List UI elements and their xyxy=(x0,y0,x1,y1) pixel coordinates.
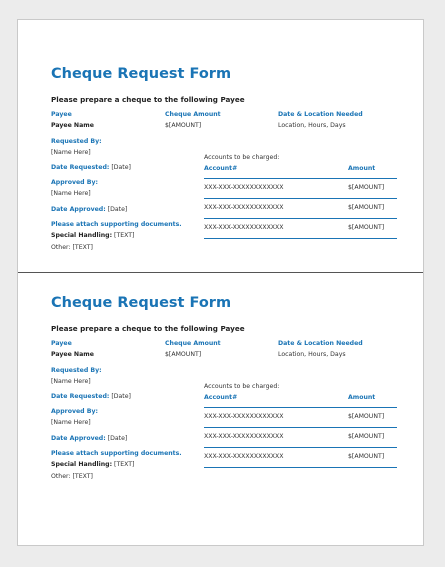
form-title: Cheque Request Form xyxy=(51,66,232,82)
special-handling-value: [TEXT] xyxy=(114,461,135,468)
other-label: Other: xyxy=(51,473,71,480)
date-approved-row xyxy=(51,435,127,442)
form-title: Cheque Request Form xyxy=(51,295,232,311)
table-row xyxy=(204,429,397,448)
other-label: Other: xyxy=(51,244,71,251)
payee-header: Payee xyxy=(51,111,72,118)
account-amount-header: Amount xyxy=(348,394,376,401)
form-intro: Please prepare a cheque to the following Payee xyxy=(51,95,245,104)
accounts-caption: Accounts to be charged: xyxy=(204,383,280,390)
date-requested-label: Date Requested: xyxy=(51,393,110,400)
approved-by-label: Approved By: xyxy=(51,408,98,415)
special-handling-label: Special Handling: xyxy=(51,461,113,468)
date-approved-label: Date Approved: xyxy=(51,206,106,213)
date-location-value: Location, Hours, Days xyxy=(278,122,346,129)
account-amount: $[AMOUNT] xyxy=(348,453,385,460)
accounts-header-row xyxy=(204,394,397,408)
form-divider xyxy=(18,272,423,273)
cheque-amount-header: Cheque Amount xyxy=(165,340,221,347)
payee-header: Payee xyxy=(51,340,72,347)
requested-by-value: [Name Here] xyxy=(51,149,91,156)
cheque-amount-value: $[AMOUNT] xyxy=(165,351,202,358)
account-amount: $[AMOUNT] xyxy=(348,433,385,440)
date-requested-row xyxy=(51,393,131,400)
date-approved-row xyxy=(51,206,127,213)
special-handling-label: Special Handling: xyxy=(51,232,113,239)
account-number: XXX-XXX-XXXXXXXXXXXX xyxy=(204,413,284,420)
approved-by-value: [Name Here] xyxy=(51,419,91,426)
payee-value: Payee Name xyxy=(51,122,94,129)
other-value: [TEXT] xyxy=(72,244,93,251)
special-handling-value: [TEXT] xyxy=(114,232,135,239)
date-approved-value: [Date] xyxy=(107,206,128,213)
attach-note: Please attach supporting documents. xyxy=(51,221,182,228)
requested-by-value: [Name Here] xyxy=(51,378,91,385)
account-number: XXX-XXX-XXXXXXXXXXXX xyxy=(204,224,284,231)
cheque-amount-value: $[AMOUNT] xyxy=(165,122,202,129)
form-intro: Please prepare a cheque to the following Payee xyxy=(51,324,245,333)
requested-by-label: Requested By: xyxy=(51,367,102,374)
account-number: XXX-XXX-XXXXXXXXXXXX xyxy=(204,433,284,440)
date-requested-row xyxy=(51,164,131,171)
attach-note: Please attach supporting documents. xyxy=(51,450,182,457)
date-location-value: Location, Hours, Days xyxy=(278,351,346,358)
account-number-header: Account# xyxy=(204,394,238,401)
date-requested-value: [Date] xyxy=(111,393,131,400)
date-approved-label: Date Approved: xyxy=(51,435,106,442)
account-number-header: Account# xyxy=(204,165,238,172)
approved-by-value: [Name Here] xyxy=(51,190,91,197)
cheque-amount-header: Cheque Amount xyxy=(165,111,221,118)
other-row xyxy=(51,244,93,251)
table-row xyxy=(204,180,397,199)
account-amount: $[AMOUNT] xyxy=(348,413,385,420)
other-value: [TEXT] xyxy=(72,473,93,480)
requested-by-label: Requested By: xyxy=(51,138,102,145)
account-amount: $[AMOUNT] xyxy=(348,204,385,211)
account-amount-header: Amount xyxy=(348,165,376,172)
accounts-header-row xyxy=(204,165,397,179)
date-requested-value: [Date] xyxy=(111,164,131,171)
account-number: XXX-XXX-XXXXXXXXXXXX xyxy=(204,453,284,460)
approved-by-label: Approved By: xyxy=(51,179,98,186)
payee-value: Payee Name xyxy=(51,351,94,358)
table-row xyxy=(204,220,397,239)
table-row xyxy=(204,200,397,219)
other-row xyxy=(51,473,93,480)
accounts-table xyxy=(204,394,397,468)
account-number: XXX-XXX-XXXXXXXXXXXX xyxy=(204,204,284,211)
accounts-caption: Accounts to be charged: xyxy=(204,154,280,161)
date-location-header: Date & Location Needed xyxy=(278,340,363,347)
account-amount: $[AMOUNT] xyxy=(348,184,385,191)
accounts-table xyxy=(204,165,397,239)
date-requested-label: Date Requested: xyxy=(51,164,110,171)
date-location-header: Date & Location Needed xyxy=(278,111,363,118)
special-handling-row xyxy=(51,232,134,239)
document-page xyxy=(17,19,424,546)
table-row xyxy=(204,409,397,428)
account-number: XXX-XXX-XXXXXXXXXXXX xyxy=(204,184,284,191)
account-amount: $[AMOUNT] xyxy=(348,224,385,231)
date-approved-value: [Date] xyxy=(107,435,128,442)
special-handling-row xyxy=(51,461,134,468)
table-row xyxy=(204,449,397,468)
